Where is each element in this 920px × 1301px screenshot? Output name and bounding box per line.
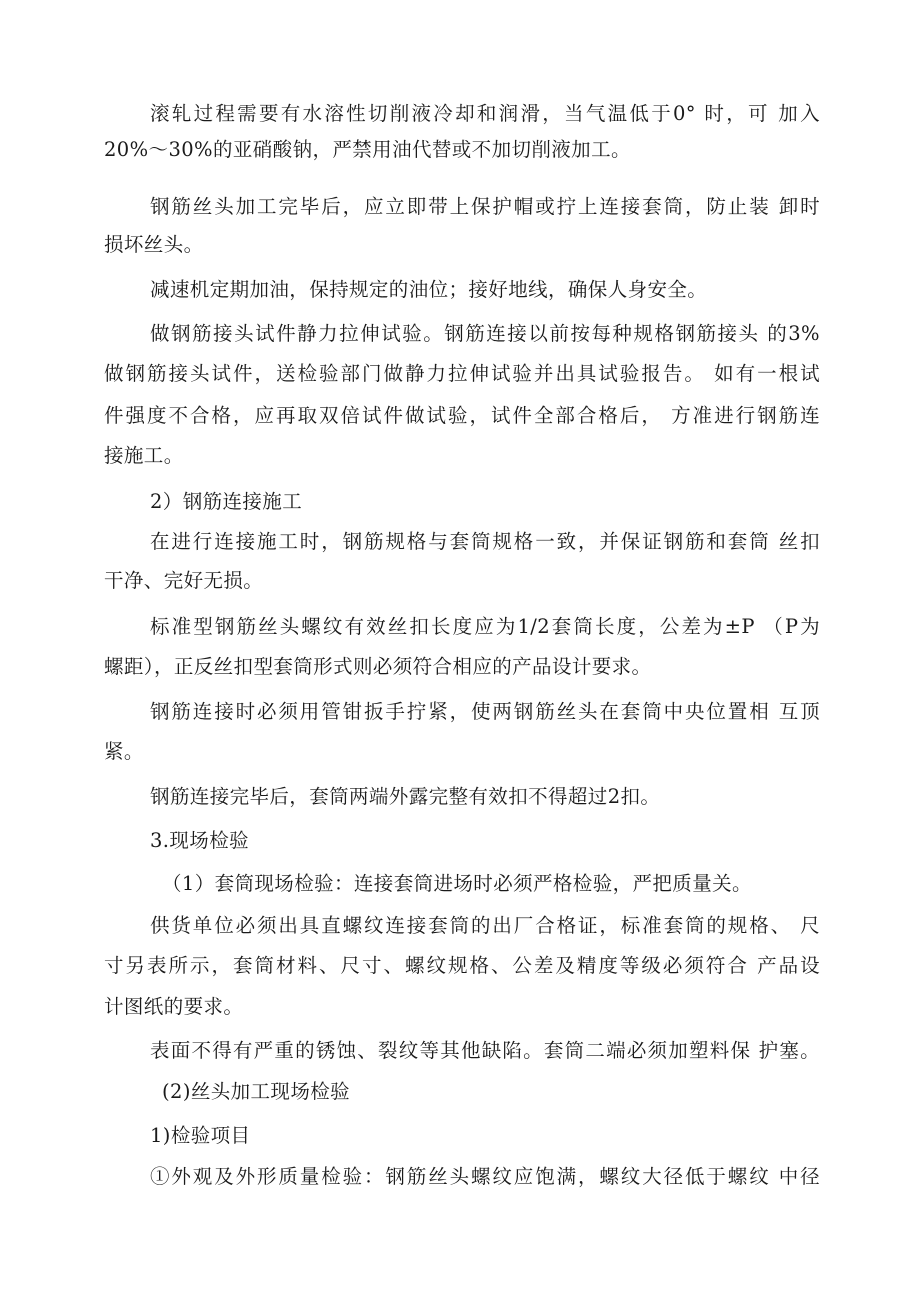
text-line: 接施工。 — [104, 444, 184, 467]
section-heading: 3.现场检验 — [150, 829, 250, 852]
text-line: 做钢筋接头试件静力拉伸试验。钢筋连接以前按每种规格钢筋接头 的3% — [150, 322, 820, 345]
text-line: ①外观及外形质量检验：钢筋丝头螺纹应饱满，螺纹大径低于螺纹 中径 — [150, 1165, 820, 1188]
text-line: 件强度不合格，应再取双倍试件做试验，试件全部合格后， 方准进行钢筋连 — [104, 404, 820, 427]
text-line: 紧。 — [104, 740, 144, 763]
section-heading: 2）钢筋连接施工 — [150, 490, 303, 513]
text-line: 标准型钢筋丝头螺纹有效丝扣长度应为1/2套筒长度，公差为±P （P为 — [150, 615, 820, 638]
text-line: 螺距），正反丝扣型套筒形式则必须符合相应的产品设计要求。 — [104, 655, 652, 678]
text-line: 钢筋连接时必须用管钳扳手拧紧，使两钢筋丝头在套筒中央位置相 互顶 — [150, 700, 820, 723]
text-line: 20%～30%的亚硝酸钠，严禁用油代替或不加切削液加工。 — [104, 138, 631, 161]
subsection-heading: 1)检验项目 — [150, 1124, 251, 1147]
text-line: 计图纸的要求。 — [104, 995, 244, 1018]
text-line: 在进行连接施工时，钢筋规格与套筒规格一致，并保证钢筋和套筒 丝扣 — [150, 530, 820, 553]
text-line: 干净、完好无损。 — [104, 569, 264, 592]
text-line: 滚轧过程需要有水溶性切削液冷却和润滑，当气温低于0° 时，可 加入 — [150, 102, 820, 125]
subsection-heading: （1）套筒现场检验：连接套筒进场时必须严格检验，严把质量关。 — [162, 872, 752, 895]
text-line: 表面不得有严重的锈蚀、裂纹等其他缺陷。套筒二端必须加塑料保 护塞。 — [150, 1039, 820, 1062]
text-line: 损坏丝头。 — [104, 233, 204, 256]
text-line: 供货单位必须出具直螺纹连接套筒的出厂合格证，标准套筒的规格、 尺 — [150, 914, 820, 937]
subsection-heading: (2)丝头加工现场检验 — [162, 1080, 351, 1103]
text-line: 做钢筋接头试件，送检验部门做静力拉伸试验并出具试验报告。 如有一根试 — [104, 362, 820, 385]
text-line: 钢筋连接完毕后，套筒两端外露完整有效扣不得超过2扣。 — [150, 785, 661, 808]
text-line: 钢筋丝头加工完毕后，应立即带上保护帽或拧上连接套筒，防止装 卸时 — [150, 195, 820, 218]
text-line: 减速机定期加油，保持规定的油位；接好地线，确保人身安全。 — [150, 278, 708, 301]
text-line: 寸另表所示，套筒材料、尺寸、螺纹规格、公差及精度等级必须符合 产品设 — [104, 954, 820, 977]
